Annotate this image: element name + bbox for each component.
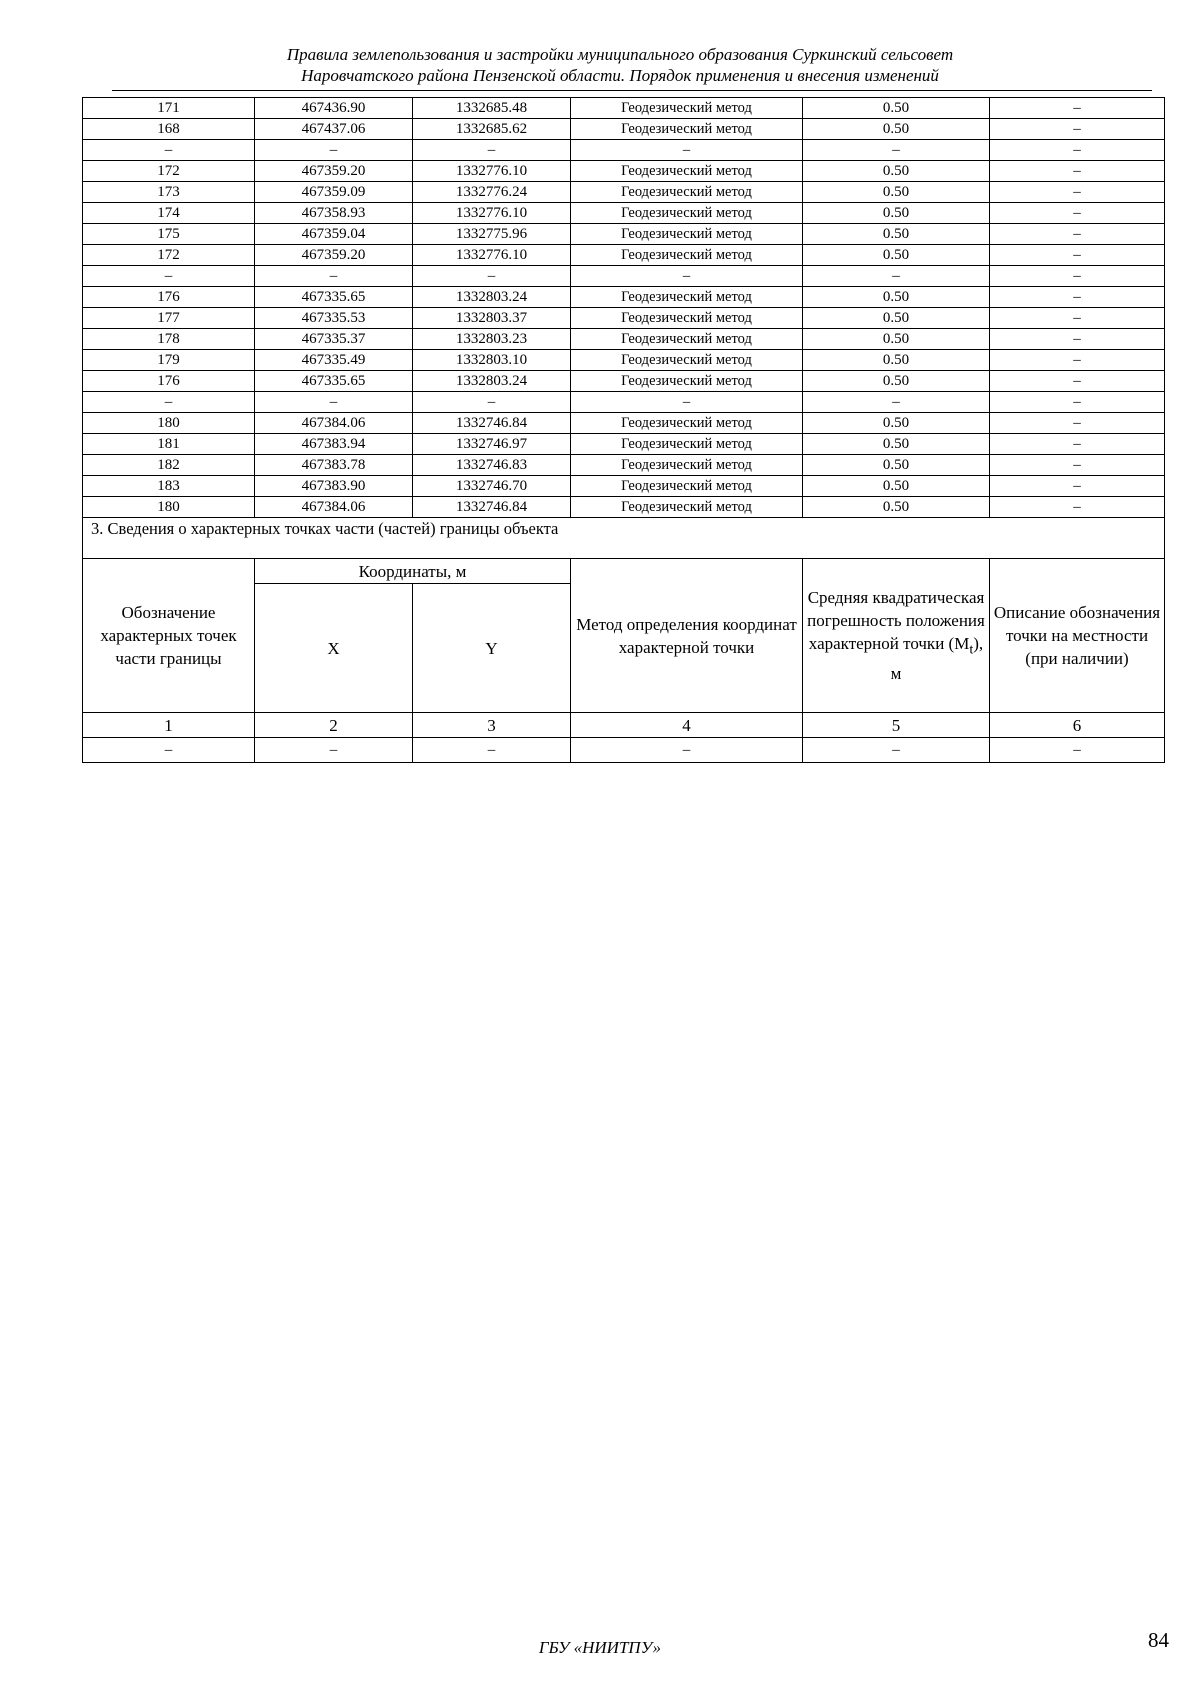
table-cell: 0.50	[803, 224, 990, 245]
table-cell: 467335.65	[255, 371, 413, 392]
table-cell: Геодезический метод	[571, 434, 803, 455]
table-cell: –	[83, 140, 255, 161]
table-cell: –	[83, 266, 255, 287]
table-cell: 1332803.23	[413, 329, 571, 350]
table-cell: –	[990, 738, 1165, 763]
table-cell: 180	[83, 497, 255, 518]
table-cell: 1332803.10	[413, 350, 571, 371]
empty-row	[83, 738, 1165, 763]
section3-block	[83, 518, 1165, 763]
table-cell: 0.50	[803, 434, 990, 455]
col-number: 6	[990, 713, 1165, 738]
table-cell: Геодезический метод	[571, 119, 803, 140]
table-cell: 0.50	[803, 329, 990, 350]
col-y-header: Y	[413, 584, 571, 713]
table-cell: 467359.20	[255, 245, 413, 266]
table-row	[83, 371, 1165, 392]
table-row	[83, 308, 1165, 329]
table-cell: 467384.06	[255, 413, 413, 434]
table-cell: 467335.65	[255, 287, 413, 308]
table-cell: –	[990, 455, 1165, 476]
column-number-row	[83, 713, 1165, 738]
table-cell: 1332746.97	[413, 434, 571, 455]
col-number: 1	[83, 713, 255, 738]
table-cell: Геодезический метод	[571, 371, 803, 392]
table-cell: 1332746.83	[413, 455, 571, 476]
table-cell: 172	[83, 161, 255, 182]
table-cell: 181	[83, 434, 255, 455]
col-point-header: Обозначение характерных точек части границы	[83, 559, 255, 713]
table-cell: Геодезический метод	[571, 224, 803, 245]
table-cell: 467335.53	[255, 308, 413, 329]
table-cell: Геодезический метод	[571, 203, 803, 224]
table-cell: –	[990, 497, 1165, 518]
table-cell: –	[571, 140, 803, 161]
table-cell: 1332803.24	[413, 287, 571, 308]
table-cell: 177	[83, 308, 255, 329]
header-rule	[112, 90, 1152, 91]
table-cell: 467335.49	[255, 350, 413, 371]
col-coords-header: Координаты, м	[255, 559, 571, 584]
table-cell: 183	[83, 476, 255, 497]
table-cell: –	[990, 119, 1165, 140]
table-cell: 176	[83, 371, 255, 392]
footer-organization: ГБУ «НИИТПУ»	[538, 1638, 662, 1657]
table-cell: Геодезический метод	[571, 329, 803, 350]
table-cell: Геодезический метод	[571, 308, 803, 329]
table-cell: 0.50	[803, 182, 990, 203]
table-cell: –	[990, 266, 1165, 287]
coordinates-table	[82, 97, 1165, 763]
table-cell: –	[990, 476, 1165, 497]
table-cell: –	[413, 738, 571, 763]
table-row	[83, 98, 1165, 119]
table-row	[83, 497, 1165, 518]
table-cell: 1332776.10	[413, 161, 571, 182]
table-cell: –	[571, 266, 803, 287]
table-cell: –	[803, 140, 990, 161]
table-row	[83, 287, 1165, 308]
table-cell: Геодезический метод	[571, 413, 803, 434]
table-cell: 176	[83, 287, 255, 308]
table-cell: –	[803, 738, 990, 763]
table-cell: –	[990, 392, 1165, 413]
table-cell: 0.50	[803, 98, 990, 119]
table-cell: 173	[83, 182, 255, 203]
table-row	[83, 350, 1165, 371]
table-cell: 467359.20	[255, 161, 413, 182]
table-cell: 1332746.70	[413, 476, 571, 497]
table-cell: 0.50	[803, 287, 990, 308]
table-cell: 1332746.84	[413, 497, 571, 518]
table-cell: –	[990, 308, 1165, 329]
col-error-unit: ), м	[890, 634, 984, 683]
table-cell: –	[413, 392, 571, 413]
table-row	[83, 413, 1165, 434]
table-cell: –	[990, 245, 1165, 266]
col-x-header: X	[255, 584, 413, 713]
table-cell: 182	[83, 455, 255, 476]
col-number: 3	[413, 713, 571, 738]
table-cell: –	[255, 266, 413, 287]
table-cell: 0.50	[803, 497, 990, 518]
table-cell: 467359.04	[255, 224, 413, 245]
col-number: 2	[255, 713, 413, 738]
table-cell: 0.50	[803, 455, 990, 476]
table-row	[83, 161, 1165, 182]
table-cell: 174	[83, 203, 255, 224]
table-cell: 171	[83, 98, 255, 119]
table-cell: 0.50	[803, 413, 990, 434]
table-cell: –	[255, 738, 413, 763]
table-cell: 1332775.96	[413, 224, 571, 245]
table-cell: 1332803.24	[413, 371, 571, 392]
table-row	[83, 182, 1165, 203]
table-cell: Геодезический метод	[571, 455, 803, 476]
table-cell: 1332685.48	[413, 98, 571, 119]
table-cell: Геодезический метод	[571, 497, 803, 518]
table-cell: –	[990, 413, 1165, 434]
table-row	[83, 476, 1165, 497]
col-desc-header: Описание обозначения точки на местности (при наличии)	[990, 559, 1165, 713]
table-cell: –	[255, 140, 413, 161]
table-cell: –	[990, 434, 1165, 455]
table-cell: 0.50	[803, 245, 990, 266]
header-line-1: Правила землепользования и застройки муниципального образования Суркинский сельсовет	[286, 45, 954, 64]
table-cell: 467383.94	[255, 434, 413, 455]
table-cell: –	[83, 738, 255, 763]
table-cell: Геодезический метод	[571, 350, 803, 371]
table-cell: 175	[83, 224, 255, 245]
table-cell: –	[255, 392, 413, 413]
table-cell: 467436.90	[255, 98, 413, 119]
table-cell: –	[413, 140, 571, 161]
table-row	[83, 224, 1165, 245]
table-cell: 178	[83, 329, 255, 350]
table-cell: Геодезический метод	[571, 182, 803, 203]
table-row	[83, 140, 1165, 161]
table-row	[83, 266, 1165, 287]
table-cell: –	[990, 224, 1165, 245]
table-cell: 1332685.62	[413, 119, 571, 140]
page-number: 84	[1148, 1628, 1169, 1652]
table-row	[83, 203, 1165, 224]
table-cell: 0.50	[803, 371, 990, 392]
col-error-header	[803, 559, 990, 713]
table-cell: 1332746.84	[413, 413, 571, 434]
col-number: 4	[571, 713, 803, 738]
table-cell: 0.50	[803, 308, 990, 329]
table-cell: –	[990, 161, 1165, 182]
section3-title: 3. Сведения о характерных точках части (частей) границы объекта	[83, 518, 1165, 559]
col-error-subscript: t	[969, 641, 974, 658]
table-cell: 1332776.10	[413, 203, 571, 224]
table-cell: –	[803, 266, 990, 287]
table-cell: Геодезический метод	[571, 98, 803, 119]
table-row	[83, 434, 1165, 455]
table-row	[83, 392, 1165, 413]
table-cell: 0.50	[803, 119, 990, 140]
table-body	[83, 98, 1165, 518]
table-cell: –	[990, 140, 1165, 161]
col-number: 5	[803, 713, 990, 738]
table-cell: 467383.78	[255, 455, 413, 476]
table-row	[83, 245, 1165, 266]
table-cell: –	[803, 392, 990, 413]
table-cell: 0.50	[803, 350, 990, 371]
table-cell: –	[990, 371, 1165, 392]
table-cell: 1332803.37	[413, 308, 571, 329]
col-method-header: Метод определения координат характерной точки	[571, 559, 803, 713]
table-cell: –	[990, 182, 1165, 203]
table-cell: –	[83, 392, 255, 413]
table-cell: 179	[83, 350, 255, 371]
table-cell: 0.50	[803, 476, 990, 497]
table-cell: 172	[83, 245, 255, 266]
table-cell: Геодезический метод	[571, 161, 803, 182]
table-cell: –	[990, 329, 1165, 350]
table-row	[83, 119, 1165, 140]
table-cell: –	[571, 392, 803, 413]
table-cell: –	[413, 266, 571, 287]
table-cell: Геодезический метод	[571, 476, 803, 497]
table-cell: 1332776.10	[413, 245, 571, 266]
table-cell: Геодезический метод	[571, 245, 803, 266]
table-cell: 0.50	[803, 203, 990, 224]
table-cell: –	[990, 98, 1165, 119]
col-error-text: Средняя квадратическая погрешность положения характерной точки (M	[807, 588, 985, 654]
table-cell: 0.50	[803, 161, 990, 182]
table-cell: –	[990, 350, 1165, 371]
table-row	[83, 455, 1165, 476]
table-cell: –	[571, 738, 803, 763]
table-cell: 1332776.24	[413, 182, 571, 203]
table-cell: 467359.09	[255, 182, 413, 203]
table-cell: 467437.06	[255, 119, 413, 140]
table-cell: 467383.90	[255, 476, 413, 497]
table-cell: 467335.37	[255, 329, 413, 350]
table-cell: Геодезический метод	[571, 287, 803, 308]
table-cell: 467358.93	[255, 203, 413, 224]
table-cell: 180	[83, 413, 255, 434]
table-row	[83, 329, 1165, 350]
table-cell: –	[990, 287, 1165, 308]
table-cell: 168	[83, 119, 255, 140]
table-cell: 467384.06	[255, 497, 413, 518]
page-header	[82, 44, 1158, 86]
table-cell: –	[990, 203, 1165, 224]
header-line-2: Наровчатского района Пензенской области. Порядок применения и внесения изменений	[301, 66, 939, 85]
